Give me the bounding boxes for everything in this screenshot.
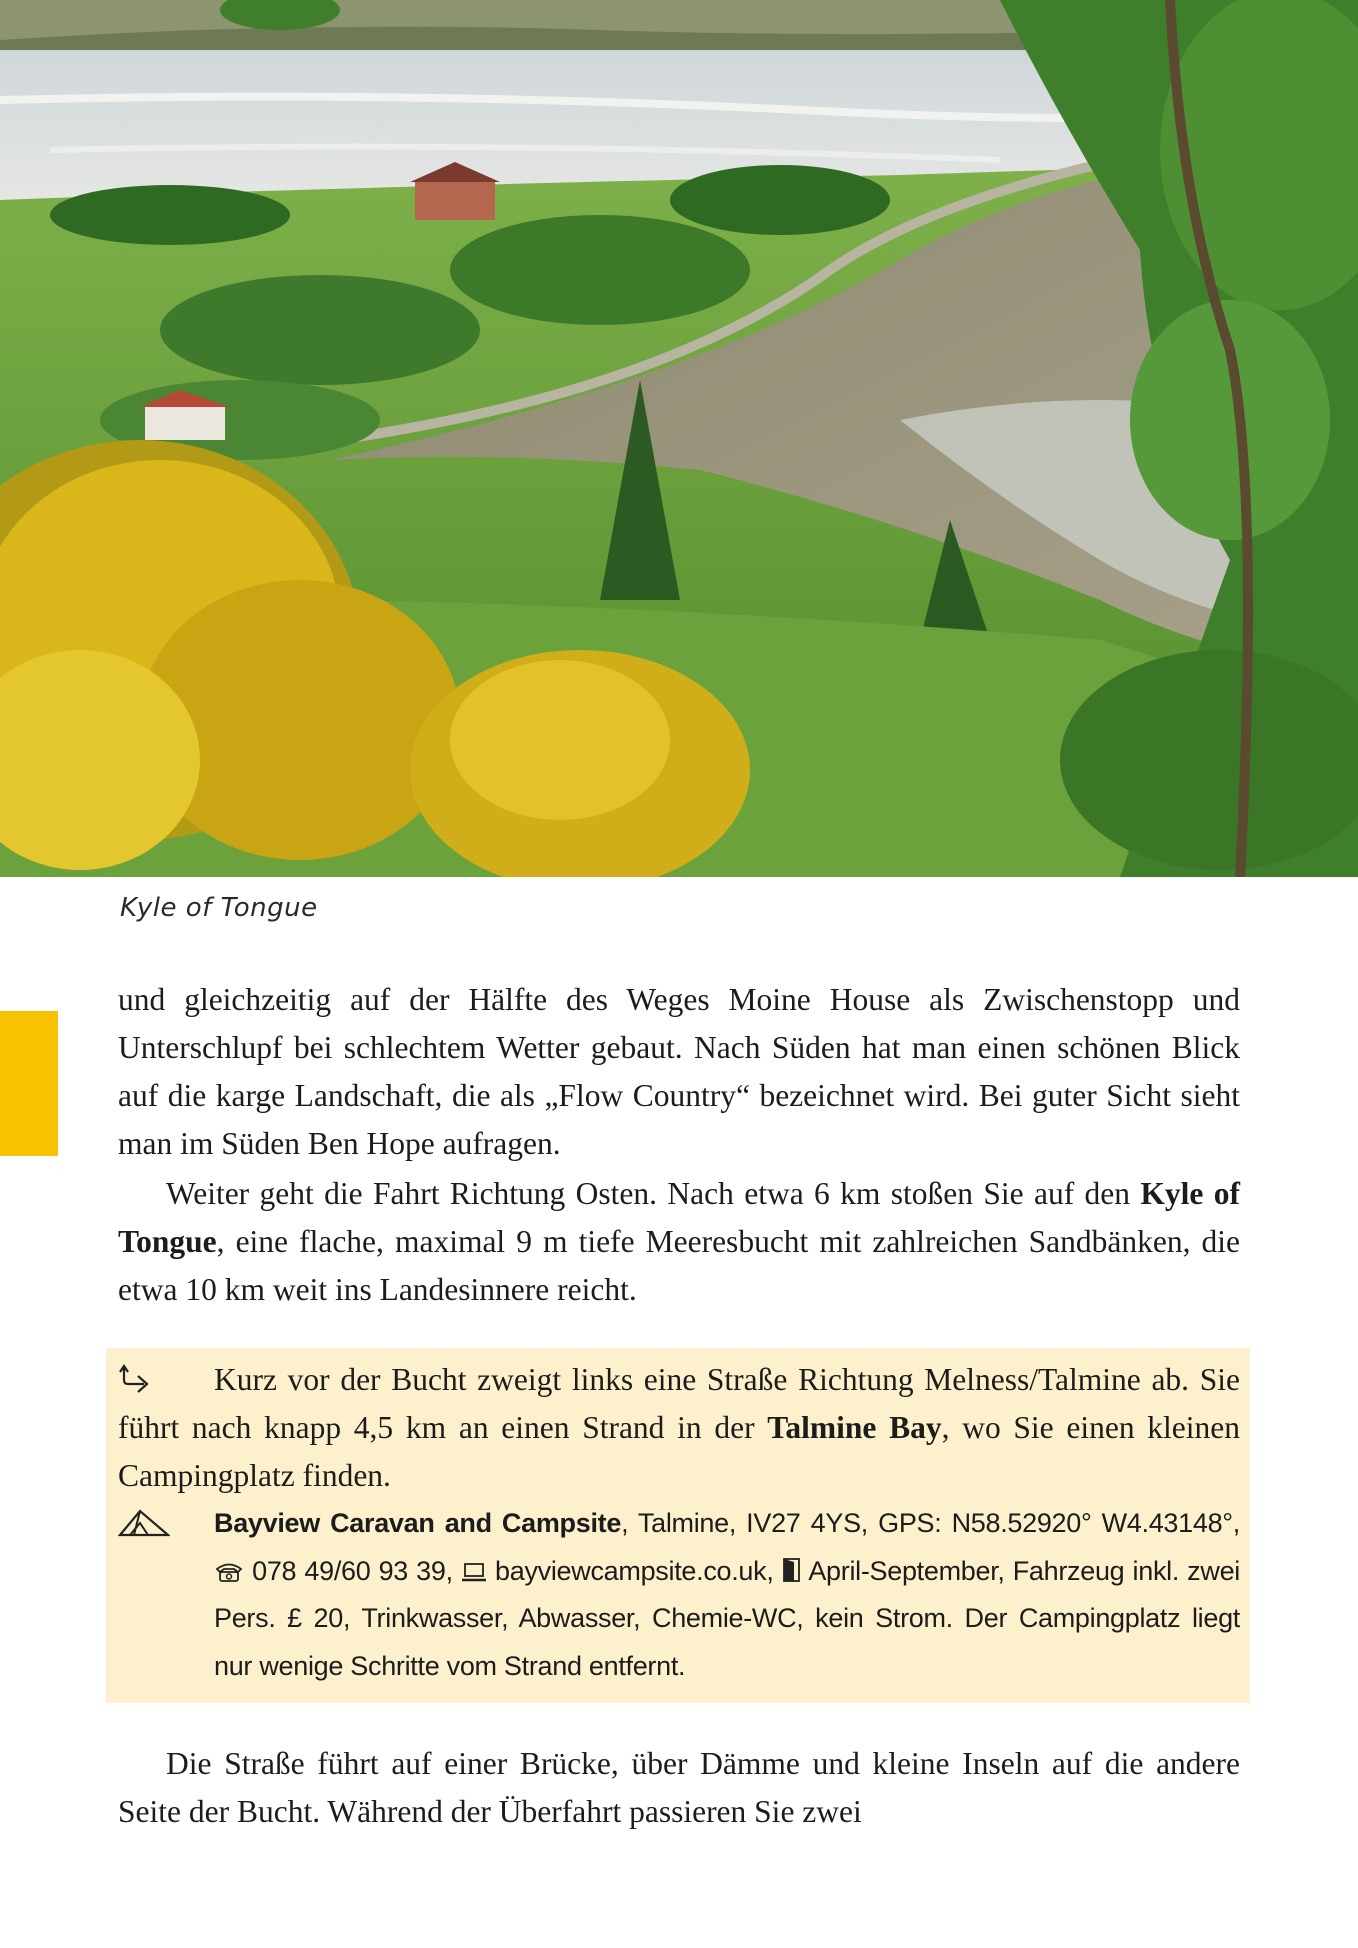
- paragraph-2-text-after: , eine flache, maximal 9 m tiefe Meeresbucht mit zahlreichen Sandbänken, die etwa 10 km weit ins Landesinnere reicht.: [118, 1224, 1240, 1307]
- place-name-talmine-bay: Talmine Bay: [767, 1410, 942, 1445]
- campsite-website: bayviewcampsite.co.uk,: [486, 1555, 782, 1586]
- tent-icon: [118, 1508, 170, 1538]
- paragraph-2-text-before: Weiter geht die Fahrt Richtung Osten. Nach etwa 6 km stoßen Sie auf den: [166, 1176, 1141, 1211]
- laptop-icon: [461, 1561, 487, 1583]
- body-paragraph-3: Die Straße führt auf einer Brücke, über Dämme und kleine Inseln auf die andere Seite der Bucht. Während der Überfahrt passieren Sie zwei: [118, 1746, 1240, 1829]
- direction-text-before: Kurz vor der Bucht zweigt links eine Straße Richtung Melness/Talmine ab. Sie führt nach knapp 4,5 km an einen Strand in der: [118, 1362, 1240, 1445]
- place-name-kyle-of-tongue: Kyle of Tongue: [118, 1176, 1240, 1259]
- body-paragraph-2: [118, 1170, 1240, 1314]
- info-box: [106, 1348, 1250, 1703]
- campsite-address: , Talmine, IV27 4YS, GPS: N58.52920° W4.43148°,: [621, 1508, 1240, 1538]
- direction-note: [118, 1356, 1240, 1500]
- campsite-details: April-September, Fahrzeug inkl. zwei Pers. £ 20, Trinkwasser, Abwasser, Chemie-WC, kein Strom. Der Campingplatz liegt nur wenige Schritte vom Strand entfernt.: [214, 1555, 1240, 1681]
- body-paragraph-1: und gleichzeitig auf der Hälfte des Weges Moine House als Zwischenstopp und Unterschlupf bei schlechtem Wetter gebaut. Nach Süden hat man einen schönen Blick auf die karge Landschaft, die als „Flow Country“ bezeichnet wird. Bei guter Sicht sieht man im Süden Ben Hope aufragen.: [118, 982, 1240, 1161]
- photo-caption: Kyle of Tongue: [120, 893, 318, 923]
- campsite-entry: [118, 1500, 1240, 1690]
- landscape-photo: [0, 0, 1358, 877]
- campsite-phone: 078 49/60 93 39,: [244, 1555, 461, 1586]
- chapter-tab-marker: [0, 1011, 58, 1156]
- door-icon: [782, 1557, 802, 1583]
- phone-icon: [214, 1561, 244, 1583]
- direction-text-after: , wo Sie einen kleinen Campingplatz finden.: [118, 1410, 1241, 1493]
- campsite-name: Bayview Caravan and Campsite: [214, 1508, 622, 1538]
